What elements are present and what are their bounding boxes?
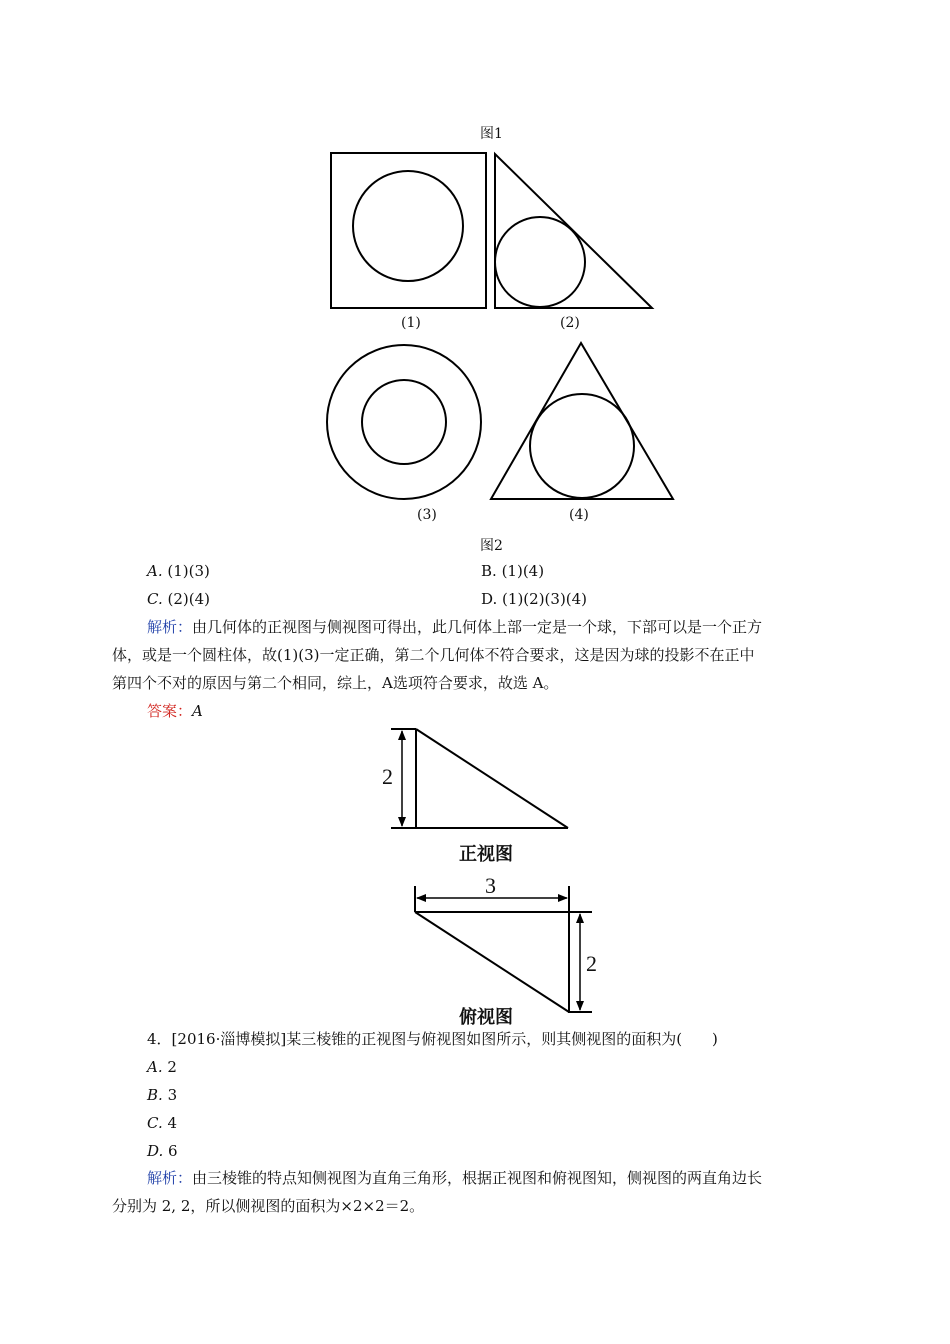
q4-analysis-line-2: 分别为 2, 2，所以侧视图的面积为×2×2＝2。 xyxy=(112,1197,425,1215)
q4-analysis-line-1: 解析：由三棱锥的特点知侧视图为直角三角形，根据正视图和俯视图知，侧视图的两直角边长 xyxy=(147,1169,763,1187)
q4-option-d: D. 6 xyxy=(147,1142,178,1160)
q3-answer xyxy=(147,701,203,721)
shape-2-label: (2) xyxy=(560,315,580,331)
top-view-depth-label: 2 xyxy=(586,951,597,976)
q3-answer-value: A xyxy=(192,702,203,720)
q3-analysis-line-2: 体，或是一个圆柱体，故(1)(3)一定正确，第二个几何体不符合要求，这是因为球的投影不在正中 xyxy=(112,646,755,664)
top-view-drawing xyxy=(415,886,592,1013)
figure1-caption: 图1 xyxy=(480,126,503,142)
q3-analysis-line-1: 解析：由几何体的正视图与侧视图可得出，此几何体上部一定是一个球，下部可以是一个正方 xyxy=(147,618,763,636)
top-view-width-label: 3 xyxy=(485,873,496,898)
q3-option-d: D. (1)(2)(3)(4) xyxy=(481,590,588,608)
shape-4-label: (4) xyxy=(569,507,589,523)
q4-option-a: A. 2 xyxy=(147,1058,177,1076)
front-view-height-label: 2 xyxy=(382,764,393,789)
q4-option-c: C. 4 xyxy=(147,1114,178,1132)
q4-stem: 4．[2016·淄博模拟]某三棱锥的正视图与俯视图如图所示，则其侧视图的面积为( ) xyxy=(147,1030,718,1048)
q3-analysis-label: 解析： xyxy=(147,618,193,636)
shape-1-square-circle xyxy=(331,153,486,308)
shape-3-label: (3) xyxy=(417,507,437,523)
q3-option-a: A. (1)(3) xyxy=(147,562,210,580)
shape-1-label: (1) xyxy=(401,315,421,331)
shape-4-triangle-circle xyxy=(491,343,673,499)
front-view-title: 正视图 xyxy=(459,844,513,865)
q4-analysis-label: 解析： xyxy=(147,1169,193,1187)
front-view-drawing xyxy=(391,729,568,828)
q3-option-c: C. (2)(4) xyxy=(147,590,210,608)
top-view-title: 俯视图 xyxy=(459,1007,513,1028)
shape-3-concentric-circles xyxy=(327,345,481,499)
q3-answer-label: 答案： xyxy=(147,702,193,720)
figure2-caption: 图2 xyxy=(480,538,503,554)
q4-option-b: B. 3 xyxy=(147,1086,178,1104)
q3-option-b: B. (1)(4) xyxy=(481,562,545,580)
q3-analysis-line-3: 第四个不对的原因与第二个相同，综上，A选项符合要求，故选 A。 xyxy=(112,674,559,692)
shape-2-triangle-circle xyxy=(495,154,652,308)
